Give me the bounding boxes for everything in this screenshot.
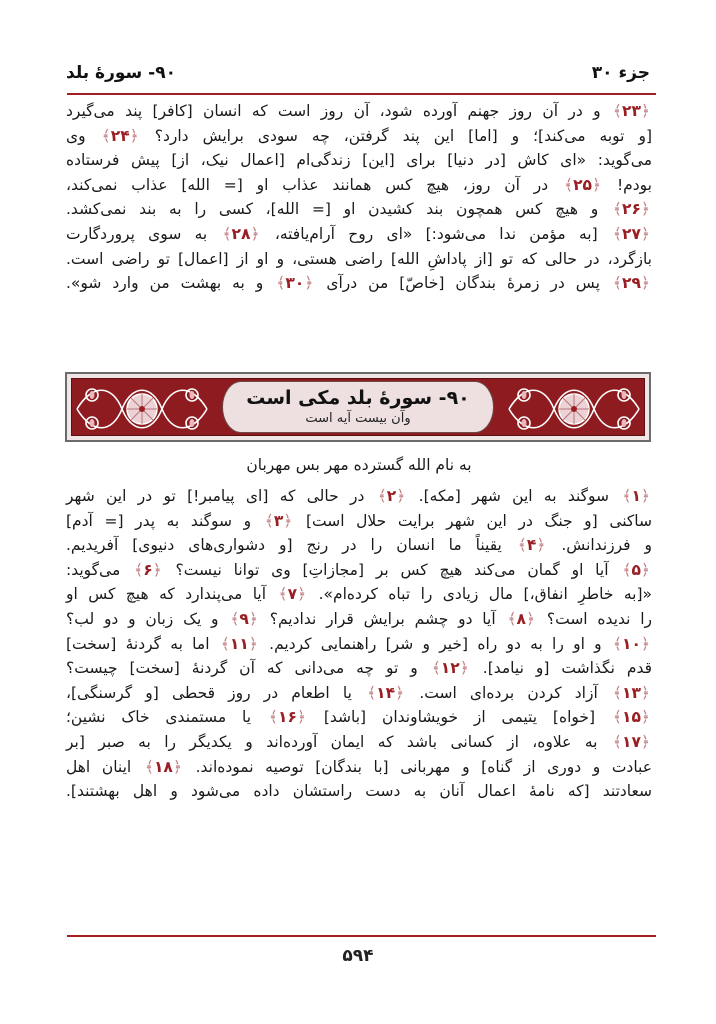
verse-bracket-close-icon: ﴾	[134, 560, 144, 579]
footer-divider	[67, 935, 656, 937]
verse-bracket-open-icon: ﴿	[640, 487, 651, 505]
verse-number-marker	[102, 127, 139, 145]
verse-bracket-close-icon: ﴾	[268, 708, 278, 727]
verse-bracket-open-icon: ﴿	[296, 708, 306, 727]
verse-number: ۱۵	[622, 708, 641, 727]
verse-number: ۱۲	[440, 659, 460, 678]
verse-bracket-close-icon: ﴾	[612, 274, 622, 293]
verse-bracket-close-icon: ﴾	[264, 511, 274, 530]
text-line	[66, 271, 652, 296]
text-line	[66, 632, 652, 657]
verse-text: آیا او گمان می‌کند هیچ کس بر [مجازاتِ] وی توانا نیست؟	[163, 560, 621, 579]
verse-text: و او را به دو راه [خیر و شر] راهنمایی کردیم.	[259, 634, 611, 653]
verse-bracket-close-icon: ﴾	[278, 585, 288, 604]
verse-number-marker	[613, 200, 650, 218]
verse-bracket-close-icon: ﴾	[612, 683, 622, 702]
verse-bracket-open-icon: ﴿	[640, 634, 650, 653]
verse-bracket-close-icon: ﴾	[622, 487, 632, 505]
verse-number: ۴	[526, 536, 537, 555]
verse-bracket-open-icon: ﴿	[129, 126, 139, 145]
verse-text: قدم نگذاشت [و نیامد].	[470, 659, 652, 678]
verse-number-marker	[518, 536, 546, 554]
verse-text: و فرزندانش.	[547, 536, 652, 555]
verse-text: و یک زبان و دو لب؟	[66, 609, 229, 628]
verse-number: ۱۳	[622, 683, 641, 702]
page-number: ۵۹۴	[342, 946, 374, 966]
verse-bracket-open-icon: ﴿	[396, 487, 406, 505]
verse-number-marker	[279, 585, 307, 603]
verse-number-marker	[613, 708, 650, 726]
verse-number-marker	[613, 225, 650, 243]
surah-label: ۹۰- سورۀ بلد	[66, 63, 176, 83]
verse-bracket-open-icon: ﴿	[283, 511, 293, 530]
verse-text: یقیناً ما انسان را در رنج [و دشواری‌های دنیوی] آفریدیم.	[66, 536, 516, 555]
verse-number-marker	[432, 659, 469, 677]
verse-number: ۱	[631, 487, 641, 505]
text-line	[66, 705, 652, 730]
verse-number: ۲۷	[622, 224, 641, 243]
verse-text: سوگند به این شهر [مکه].	[407, 487, 621, 505]
verse-number: ۲۶	[621, 200, 641, 219]
verse-bracket-open-icon: ﴿	[640, 732, 650, 751]
verse-bracket-close-icon: ﴾	[276, 274, 286, 293]
verse-text: و تو چه می‌دانی که آن گردنۀ [سخت] چیست؟	[66, 659, 430, 678]
verses-block-previous-surah	[66, 99, 652, 296]
verse-number: ۹	[239, 609, 249, 628]
verse-text: [و توبه می‌کند]؛ و [اما] این پند گرفتن، چه سودی برایش دارد؟	[140, 126, 653, 145]
text-line	[66, 558, 652, 583]
verse-bracket-open-icon: ﴿	[248, 609, 258, 628]
verse-bracket-close-icon: ﴾	[612, 634, 622, 653]
verse-bracket-open-icon: ﴿	[459, 659, 469, 678]
verse-number: ۱۶	[277, 708, 297, 727]
verse-text: و به بهشت من وارد شو».	[66, 274, 275, 293]
verse-text: به علاوه، از کسانی باشد که ایمان آورده‌اند و یکدیگر را به صبر [بر	[66, 732, 611, 751]
verse-number-marker	[613, 635, 650, 653]
verse-bracket-open-icon: ﴿	[640, 200, 650, 219]
verse-text: «[به خاطرِ انفاق،] مال زیادی را تباه کرده‌ام».	[308, 585, 652, 604]
verse-bracket-close-icon: ﴾	[612, 732, 622, 751]
verse-number: ۱۱	[229, 634, 249, 653]
text-line	[66, 533, 652, 558]
text-line	[66, 124, 652, 149]
verse-text: پس در زمرۀ بندگان [خاصّ] من درآی	[315, 274, 611, 293]
verse-text: عبادت و دوری از گناه] و مهربانی [با بندگان] توصیه نموده‌اند.	[183, 757, 652, 776]
verse-text: در حالی که [ای پیامبر!] تو در این شهر	[66, 487, 376, 505]
banner-ornament-frame	[71, 378, 645, 436]
verse-number: ۱۸	[153, 757, 173, 776]
verse-number: ۸	[516, 609, 526, 628]
verse-text: را ندیده است؟	[537, 609, 652, 628]
text-line	[66, 730, 652, 755]
verse-bracket-open-icon: ﴿	[640, 274, 650, 293]
verse-bracket-close-icon: ﴾	[612, 708, 622, 727]
verse-bracket-open-icon: ﴿	[640, 224, 651, 243]
verse-bracket-open-icon: ﴿	[248, 634, 258, 653]
verse-number-marker	[367, 684, 404, 702]
arabesque-ornament-left-icon	[72, 379, 212, 436]
verse-bracket-close-icon: ﴾	[622, 560, 632, 579]
verse-text: می‌گوید: «ای کاش [در دنیا] برای [این] زندگی‌ام [اعمال نیک، از] پیش فرستاده	[66, 151, 652, 170]
text-line	[66, 99, 652, 124]
verse-text: و هیچ کس همچون بند کشیدن او [= الله]، کسی را به بند نمی‌کشد.	[66, 200, 611, 219]
verse-number: ۲۴	[110, 126, 130, 145]
verse-number: ۵	[631, 560, 641, 579]
verse-number: ۲۵	[573, 175, 593, 194]
verse-text: وی	[66, 126, 100, 145]
verse-number-marker	[613, 274, 650, 292]
verse-number: ۳	[273, 511, 284, 530]
verse-number: ۲	[386, 487, 397, 505]
verse-number: ۱۰	[621, 634, 641, 653]
verse-bracket-open-icon: ﴿	[152, 560, 162, 579]
text-line	[66, 197, 652, 222]
surah-heading-banner	[65, 372, 651, 442]
juz-label: جزء ۳۰	[591, 63, 650, 83]
verse-bracket-open-icon: ﴿	[304, 274, 314, 293]
verse-bracket-open-icon: ﴿	[640, 102, 650, 120]
verse-text: و در آن روز جهنم آورده شود، آن روز است که انسان [کافر] پند می‌گیرد	[66, 102, 611, 120]
text-line	[66, 509, 652, 534]
verse-number-marker	[507, 610, 535, 628]
verse-bracket-close-icon: ﴾	[517, 536, 527, 555]
verses-block-surah-balad	[66, 484, 652, 804]
verse-number-marker	[145, 758, 182, 776]
verse-text: آیا می‌پندارد که هیچ کس او	[66, 585, 277, 604]
verse-bracket-close-icon: ﴾	[612, 224, 622, 243]
verse-bracket-open-icon: ﴿	[536, 536, 546, 555]
verse-bracket-close-icon: ﴾	[612, 102, 622, 120]
verse-bracket-open-icon: ﴿	[297, 585, 307, 604]
verse-number-marker	[622, 561, 650, 579]
verse-number: ۱۷	[621, 732, 641, 751]
verse-text: بودم!	[603, 175, 652, 194]
verse-number-marker	[221, 635, 258, 653]
verse-number-marker	[564, 176, 601, 194]
verse-text: بازگرد، در حالی که تو [از پاداشِ الله] راضی هستی، و او از [اعمال] تو راضی است.	[66, 249, 652, 268]
verse-bracket-close-icon: ﴾	[377, 487, 387, 505]
text-line	[66, 681, 652, 706]
verse-number: ۶	[143, 560, 153, 579]
verse-text: سعادتند [که نامۀ اعمال آنان به دست راستشان داده می‌شود و اهل بهشتند].	[66, 782, 652, 801]
verse-bracket-open-icon: ﴿	[640, 708, 651, 727]
verse-number: ۲۸	[231, 224, 251, 243]
verse-bracket-close-icon: ﴾	[101, 126, 111, 145]
verse-bracket-close-icon: ﴾	[612, 200, 622, 219]
text-line	[66, 484, 652, 509]
verse-text: [به مؤمن ندا می‌شود:] «ای روح آرام‌یافته،	[261, 224, 611, 243]
verse-text: یا اطعام در روز قحطی [و گرسنگی]،	[66, 683, 366, 702]
verse-bracket-close-icon: ﴾	[222, 224, 232, 243]
verse-number-marker	[613, 733, 650, 751]
text-line	[66, 247, 652, 272]
verse-bracket-close-icon: ﴾	[507, 609, 517, 628]
verse-bracket-open-icon: ﴿	[172, 757, 182, 776]
text-line	[66, 582, 652, 607]
verse-bracket-close-icon: ﴾	[220, 634, 230, 653]
text-line	[66, 607, 652, 632]
verse-number-marker	[613, 684, 650, 702]
verse-bracket-close-icon: ﴾	[431, 659, 441, 678]
verse-number-marker	[269, 708, 306, 726]
verse-number-marker	[276, 274, 313, 292]
verse-number-marker	[134, 561, 162, 579]
text-line	[66, 148, 652, 173]
surah-verse-count: وآن بیست آیه است	[305, 411, 411, 426]
verse-text: ساکنی [و جنگ در این شهر برایت حلال است]	[294, 511, 652, 530]
verse-number-marker	[613, 102, 650, 120]
verse-bracket-open-icon: ﴿	[640, 560, 650, 579]
verse-number: ۷	[287, 585, 298, 604]
basmala: به نام الله گسترده مهر بس مهربان	[246, 456, 472, 474]
verse-text: اینان اهل	[66, 757, 143, 776]
verse-bracket-close-icon: ﴾	[367, 683, 377, 702]
verse-text: آزاد کردن برده‌ای است.	[406, 683, 611, 702]
text-line	[66, 779, 652, 804]
running-header	[66, 58, 650, 88]
verse-number: ۱۴	[376, 683, 396, 702]
verse-number-marker	[230, 610, 258, 628]
verse-text: و سوگند به پدر [= آدم]	[66, 511, 263, 530]
verse-number: ۲۳	[621, 102, 641, 120]
verse-number: ۲۹	[621, 274, 641, 293]
text-line	[66, 222, 652, 247]
text-line	[66, 173, 652, 198]
surah-title-cartouche	[222, 381, 494, 433]
verse-bracket-open-icon: ﴿	[250, 224, 260, 243]
verse-text: می‌گوید:	[66, 560, 133, 579]
verse-bracket-close-icon: ﴾	[564, 175, 574, 194]
verse-bracket-open-icon: ﴿	[526, 609, 536, 628]
verse-number-marker	[378, 487, 406, 505]
surah-title: ۹۰- سورۀ بلد مکی است	[246, 387, 470, 409]
verse-bracket-close-icon: ﴾	[230, 609, 240, 628]
verse-bracket-close-icon: ﴾	[144, 757, 154, 776]
verse-text: در آن روز، هیچ کس همانند عذاب او [= الله] عذاب نمی‌کند،	[66, 175, 562, 194]
verse-number-marker	[265, 512, 293, 530]
header-divider	[67, 93, 656, 95]
verse-text: آیا دو چشم برایش قرار ندادیم؟	[259, 609, 506, 628]
text-line	[66, 656, 652, 681]
verse-text: یا مستمندی خاک نشین؛	[66, 708, 267, 727]
arabesque-ornament-right-icon	[504, 379, 644, 436]
verse-number-marker	[622, 487, 650, 505]
text-line	[66, 755, 652, 780]
verse-text: [خواه] یتیمی از خویشاوندان [باشد]	[308, 708, 611, 727]
verse-bracket-open-icon: ﴿	[640, 683, 651, 702]
verse-text: اما به گردنۀ [سخت]	[66, 634, 219, 653]
verse-text: به سوی پروردگارت	[66, 224, 221, 243]
verse-bracket-open-icon: ﴿	[592, 175, 602, 194]
verse-bracket-open-icon: ﴿	[395, 683, 405, 702]
verse-number-marker	[222, 225, 259, 243]
verse-number: ۳۰	[285, 274, 305, 293]
